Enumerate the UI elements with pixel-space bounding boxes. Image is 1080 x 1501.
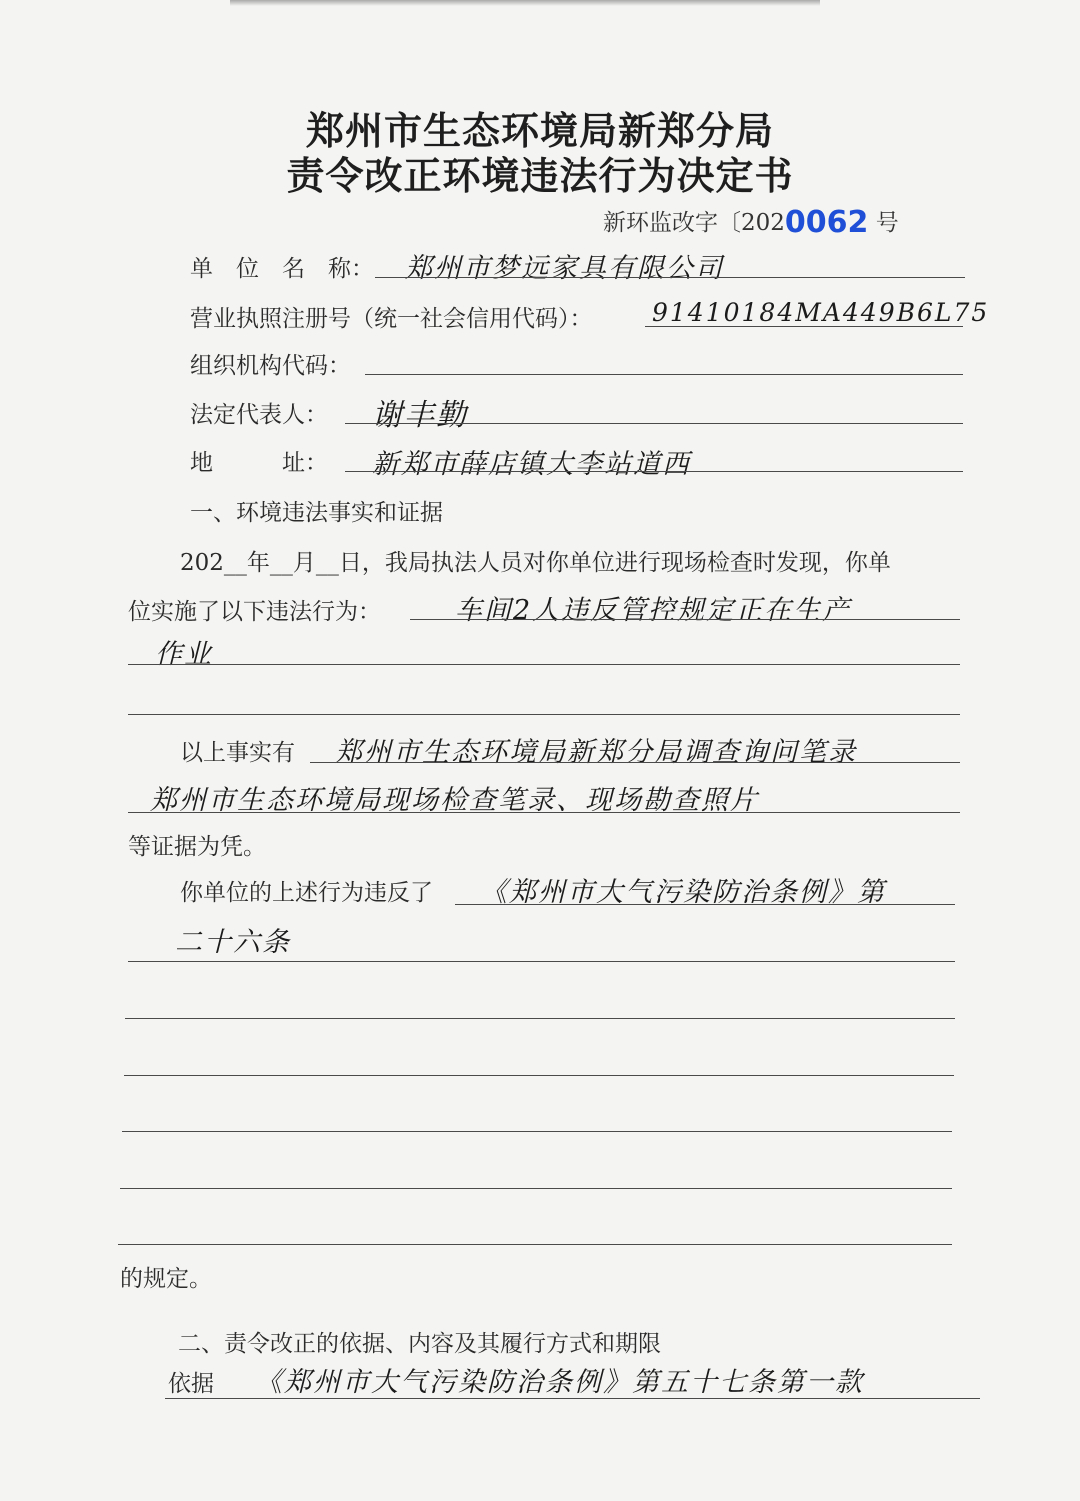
legal-rep-label: 法定代表人： <box>190 402 328 428</box>
license-label: 营业执照注册号（统一社会信用代码）： <box>190 306 593 332</box>
unit-name-label: 单 位 名 称： <box>190 256 374 282</box>
blank-line-1 <box>128 961 955 962</box>
violated-prefix: 你单位的上述行为违反了 <box>180 880 433 906</box>
evidence-underline2 <box>128 812 960 813</box>
org-code-label: 组织机构代码： <box>190 353 351 379</box>
license-underline <box>645 326 963 327</box>
provision-suffix: 的规定。 <box>120 1266 212 1292</box>
evidence-suffix: 等证据为凭。 <box>128 834 266 860</box>
violated-line1: 《郑州市大气污染防治条例》第 <box>480 877 886 908</box>
unit-name-value: 郑州市梦远家具有限公司 <box>405 253 724 284</box>
violation-line2: 作业 <box>155 639 213 670</box>
blank-line-2 <box>125 1018 955 1019</box>
blank-line-6 <box>118 1244 952 1245</box>
violation-underline1 <box>410 619 960 620</box>
blank-line-4 <box>122 1131 952 1132</box>
legal-rep-underline <box>345 423 963 424</box>
doc-suffix: 号 <box>875 210 899 236</box>
doc-number-stamp: 0062 <box>784 205 869 240</box>
section2-heading: 二、责令改正的依据、内容及其履行方式和期限 <box>178 1331 661 1357</box>
basis-underline <box>165 1398 980 1399</box>
license-value: 91410184MA449B6L75 <box>652 298 990 327</box>
address-underline <box>345 471 963 472</box>
title-line2: 责令改正环境违法行为决定书 <box>286 153 794 198</box>
violation-underline3 <box>128 714 960 715</box>
evidence-prefix: 以上事实有 <box>180 740 295 766</box>
legal-rep-value: 谢丰勤 <box>372 398 468 433</box>
evidence-line2: 郑州市生态环境局现场检查笔录、现场勘查照片 <box>150 785 759 816</box>
scan-edge <box>230 0 820 6</box>
unit-name-underline <box>375 277 965 278</box>
address-label: 地 址： <box>190 450 328 476</box>
violation-line1: 车间2人违反管控规定正在生产 <box>455 595 852 626</box>
blank-line-5 <box>120 1188 952 1189</box>
violation-prefix: 位实施了以下违法行为： <box>128 599 381 625</box>
document-number <box>603 204 899 240</box>
blank-line-3 <box>124 1075 954 1076</box>
doc-prefix: 新环监改字〔202 <box>603 210 785 236</box>
evidence-line1: 郑州市生态环境局新郑分局调查询问笔录 <box>335 737 857 768</box>
basis-value: 《郑州市大气污染防治条例》第五十七条第一款 <box>255 1367 864 1398</box>
violated-line2: 二十六条 <box>175 927 291 958</box>
section1-heading: 一、环境违法事实和证据 <box>190 500 443 526</box>
title-line1: 郑州市生态环境局新郑分局 <box>305 108 774 153</box>
violated-underline1 <box>455 904 955 905</box>
evidence-underline1 <box>310 762 960 763</box>
violation-underline2 <box>128 664 960 665</box>
basis-label: 依据 <box>168 1371 214 1397</box>
org-code-underline <box>365 374 963 375</box>
address-value: 新郑市薛店镇大李站道西 <box>372 449 691 480</box>
inspection-sentence: 202__年__月__日，我局执法人员对你单位进行现场检查时发现，你单 <box>180 550 891 576</box>
